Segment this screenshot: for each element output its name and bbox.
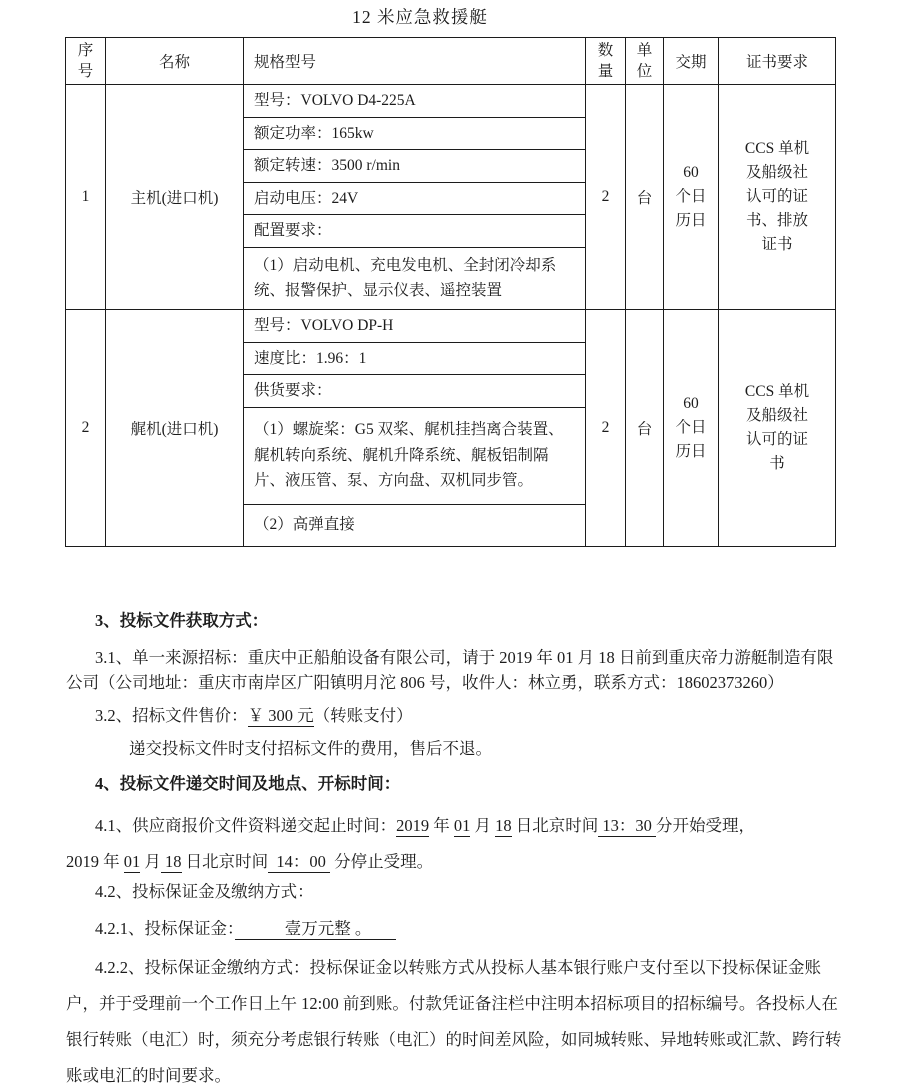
price-underline: ￥ 300 元 <box>247 705 314 725</box>
page-title: 12 米应急救援艇 <box>352 7 488 27</box>
spec-cell: 供货要求： <box>244 375 586 408</box>
header-delivery: 交期 <box>664 38 719 85</box>
para-4-2-1: 4.2.1、投标保证金： 壹万元整 。 <box>95 918 397 938</box>
unit-cell: 台 <box>626 85 664 310</box>
spec-cell: 型号：VOLVO DP-H <box>244 309 586 342</box>
para-3-2: 3.2、招标文件售价：￥ 300 元（转账支付） <box>95 705 413 725</box>
delivery-cell: 60 个日历日 <box>664 309 719 546</box>
date-underline: 18 <box>160 851 182 871</box>
spec-table <box>65 37 836 547</box>
spec-cell: （1）启动电机、充电发电机、全封闭冷却系统、报警保护、显示仪表、遥控装置 <box>244 247 586 309</box>
serial-cell: 2 <box>66 309 106 546</box>
time-underline: 14：00 <box>268 851 330 871</box>
para-4-2-2: 4.2.2、投标保证金缴纳方式：投标保证金以转账方式从投标人基本银行账户支付至以下投标保证金账户，并于受理前一个工作日上午 12:00 前到账。付款凭证备注栏中注明本招标项目的招标编号。各投标人在银行转账（电汇）时，须充分考虑银行转账（电汇）的时间差风险，如同城转账、异地转账或汇款、跨行转账或电汇的时间要求。 <box>66 957 842 1085</box>
cert-cell: CCS 单机及船级社认可的证书、排放证书 <box>719 85 836 310</box>
qty-cell: 2 <box>586 309 626 546</box>
spec-cell: 启动电压：24V <box>244 182 586 215</box>
header-cert: 证书要求 <box>719 38 836 85</box>
para-4-2-heading: 4.2、投标保证金及缴纳方式： <box>95 881 314 901</box>
table-row <box>66 309 836 342</box>
spec-cell: 配置要求： <box>244 215 586 248</box>
deposit-amount-underline: 壹万元整 。 <box>235 918 397 938</box>
para-3-2-note: 递交投标文件时支付招标文件的费用，售后不退。 <box>129 738 492 758</box>
para-4-1: 4.1、供应商报价文件资料递交起止时间：2019 年 01 月 18 日北京时间 13：30 分开始受理， 2019 年 01 月 18 日北京时间 14：00 分停止受理。 <box>66 815 755 871</box>
delivery-cell: 60 个日历日 <box>664 85 719 310</box>
name-cell: 艉机(进口机) <box>106 309 244 546</box>
date-underline: 01 <box>453 815 471 835</box>
header-spec: 规格型号 <box>244 38 586 85</box>
serial-cell: 1 <box>66 85 106 310</box>
cert-cell: CCS 单机及船级社认可的证书 <box>719 309 836 546</box>
name-cell: 主机(进口机) <box>106 85 244 310</box>
date-underline: 2019 <box>396 815 430 835</box>
para-3-1: 3.1、单一来源招标：重庆中正船舶设备有限公司，请于 2019 年 01 月 18 日前到重庆帝力游艇制造有限公司（公司地址：重庆市南岸区广阳镇明月沱 806 号，收件人：林立勇，联系方式：18602373260） <box>66 647 834 692</box>
header-qty: 数量 <box>586 38 626 85</box>
spec-cell: 速度比：1.96：1 <box>244 342 586 375</box>
spec-cell: （1）螺旋桨：G5 双桨、艉机挂挡离合装置、艉机转向系统、艉机升降系统、艉板铝制隔片、液压管、泵、方向盘、双机同步管。 <box>244 407 586 504</box>
header-no: 序号 <box>66 38 106 85</box>
spec-cell: 型号：VOLVO D4-225A <box>244 85 586 118</box>
table-row <box>66 85 836 118</box>
header-name: 名称 <box>106 38 244 85</box>
date-underline: 01 <box>123 851 141 871</box>
spec-cell: （2）高弹直接 <box>244 504 586 546</box>
qty-cell: 2 <box>586 85 626 310</box>
date-underline: 18 <box>495 815 512 835</box>
spec-cell: 额定功率：165kw <box>244 117 586 150</box>
document-body <box>0 609 900 1086</box>
table-header-row <box>66 38 836 85</box>
header-unit: 单位 <box>626 38 664 85</box>
section-4-heading: 4、投标文件递交时间及地点、开标时间： <box>95 773 401 793</box>
section-3-heading: 3、投标文件获取方式： <box>95 610 269 630</box>
spec-cell: 额定转速：3500 r/min <box>244 150 586 183</box>
unit-cell: 台 <box>626 309 664 546</box>
time-underline: 13：30 <box>598 815 656 835</box>
